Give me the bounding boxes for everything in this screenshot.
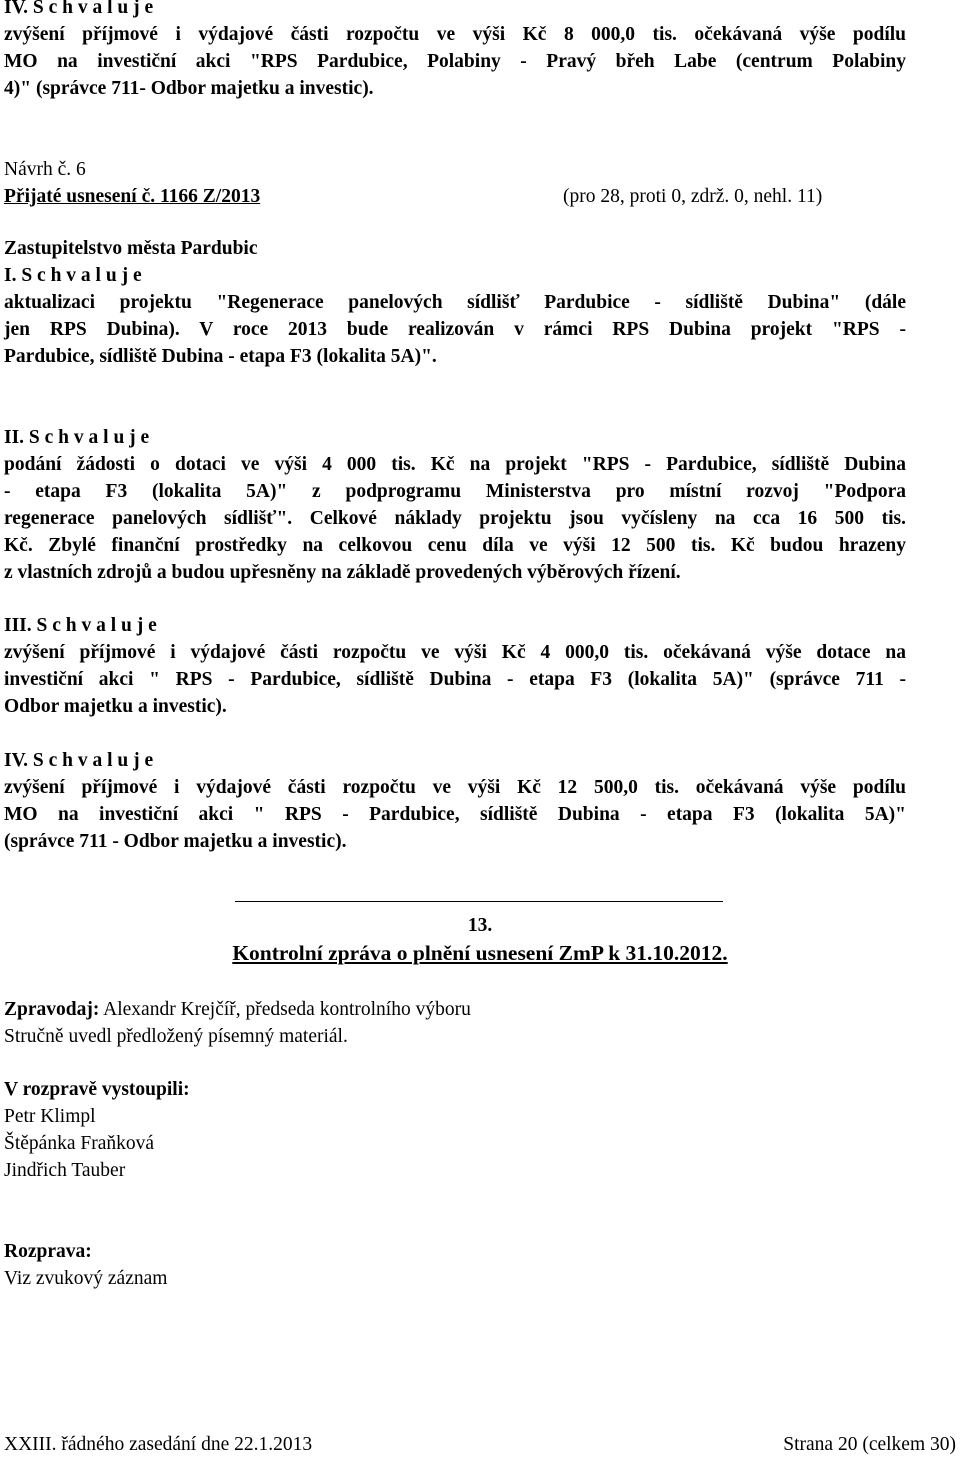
body-line: jen RPS Dubina). V roce 2013 bude realizován v rámci RPS Dubina projekt "RPS -	[4, 319, 906, 340]
section-heading: III. S c h v a l u j e	[4, 615, 157, 636]
body-line: MO na investiční akci "RPS Pardubice, Polabiny - Pravý břeh Labe (centrum Polabiny	[4, 51, 906, 72]
section-heading: IV. S c h v a l u j e	[4, 750, 154, 771]
body-line: Kč. Zbylé finanční prostředky na celkovou cenu díla ve výši 12 500 tis. Kč budou hrazeny	[4, 535, 906, 556]
section-iii	[4, 612, 906, 720]
body-line: z vlastních zdrojů a budou upřesněny na základě provedených výběrových řízení.	[4, 562, 681, 583]
section-iv	[4, 747, 906, 855]
body-line: investiční akci " RPS - Pardubice, sídliště Dubina - etapa F3 (lokalita 5A)" (správce 711 -	[4, 669, 906, 690]
proposal-label: Návrh č. 6	[4, 159, 86, 180]
speaker-name: Jindřich Tauber	[4, 1160, 126, 1181]
section-ii	[4, 424, 906, 586]
body-line: - etapa F3 (lokalita 5A)" z podprogramu Ministerstva pro místní rozvoj "Podpora	[4, 481, 906, 502]
council-name: Zastupitelstvo města Pardubic	[4, 238, 258, 259]
body-line: regenerace panelových sídlišť". Celkové náklady projektu jsou vyčísleny na cca 16 500 tis.	[4, 508, 906, 529]
body-line: 4)" (správce 711- Odbor majetku a investic).	[4, 78, 374, 99]
item-number: 13.	[467, 915, 493, 936]
body-line: zvýšení příjmové i výdajové části rozpočtu ve výši Kč 12 500,0 tis. očekávaná výše podílu	[4, 777, 906, 798]
section-heading: IV. S c h v a l u j e	[4, 0, 154, 18]
reporter-line	[4, 996, 471, 1023]
debate-label: Rozprava:	[4, 1241, 92, 1262]
footer-session: XXIII. řádného zasedání dne 22.1.2013	[4, 1434, 313, 1455]
footer-page-number: Strana 20 (celkem 30)	[783, 1434, 956, 1455]
body-line: (správce 711 - Odbor majetku a investic).	[4, 831, 347, 852]
body-line: podání žádosti o dotaci ve výši 4 000 tis. Kč na projekt "RPS - Pardubice, sídliště Dubina	[4, 454, 906, 475]
body-line: Odbor majetku a investic).	[4, 696, 227, 717]
resolution-number: Přijaté usnesení č. 1166 Z/2013	[4, 186, 261, 207]
section-divider	[235, 901, 723, 902]
item-title: Kontrolní zpráva o plnění usnesení ZmP k 31.10.2012.	[232, 941, 728, 965]
body-line: aktualizaci projektu "Regenerace panelových sídlišť Pardubice - sídliště Dubina" (dále	[4, 292, 906, 313]
speaker-name: Štěpánka Fraňková	[4, 1133, 155, 1154]
body-line: Pardubice, sídliště Dubina - etapa F3 (lokalita 5A)".	[4, 346, 437, 367]
reporter-value: Alexandr Krejčíř, předseda kontrolního výboru	[99, 999, 471, 1020]
section-iv-previous	[4, 0, 906, 102]
speaker-name: Petr Klimpl	[4, 1106, 96, 1127]
vote-result: (pro 28, proti 0, zdrž. 0, nehl. 11)	[563, 186, 823, 207]
body-line: zvýšení příjmové i výdajové části rozpočtu ve výši Kč 8 000,0 tis. očekávaná výše podílu	[4, 24, 906, 45]
speakers-label: V rozpravě vystoupili:	[4, 1079, 190, 1100]
section-heading: II. S c h v a l u j e	[4, 427, 150, 448]
section-heading: I. S c h v a l u j e	[4, 265, 142, 286]
section-i	[4, 262, 906, 370]
reporter-label: Zpravodaj:	[4, 999, 100, 1020]
body-line: MO na investiční akci " RPS - Pardubice, sídliště Dubina - etapa F3 (lokalita 5A)"	[4, 804, 906, 825]
summary-text: Stručně uvedl předložený písemný materiál.	[4, 1026, 348, 1047]
debate-value: Viz zvukový záznam	[4, 1268, 168, 1289]
body-line: zvýšení příjmové i výdajové části rozpočtu ve výši Kč 4 000,0 tis. očekávaná výše dotace na	[4, 642, 906, 663]
